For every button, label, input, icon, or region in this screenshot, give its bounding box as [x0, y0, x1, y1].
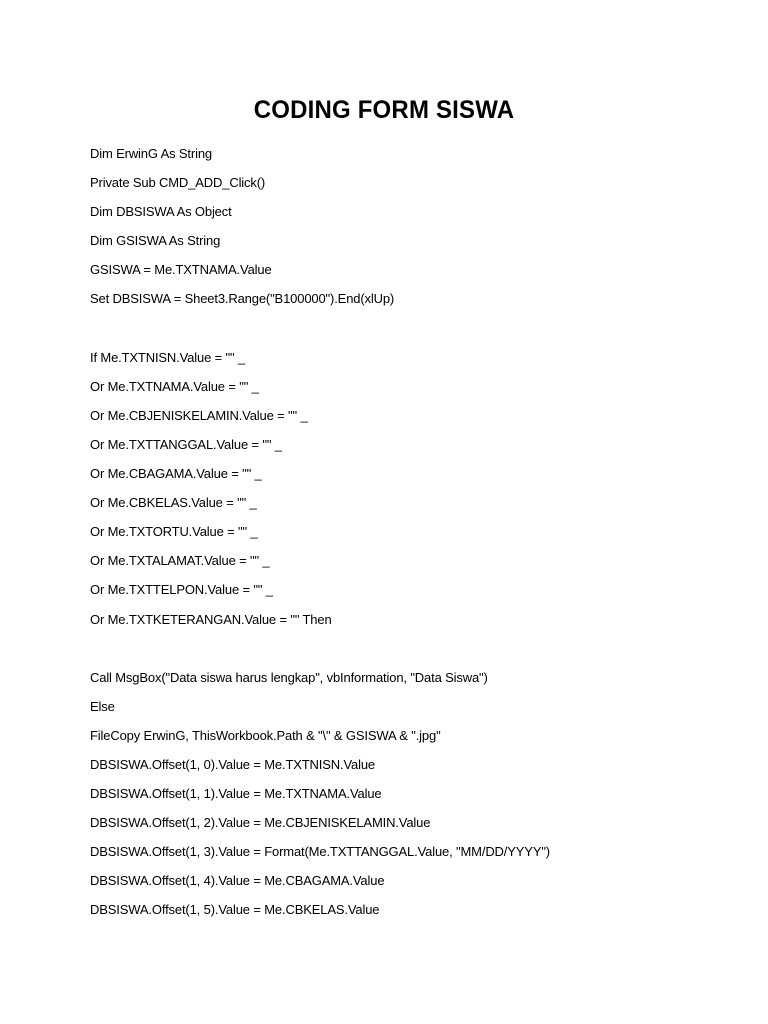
code-line: GSISWA = Me.TXTNAMA.Value [90, 262, 272, 278]
code-line: Or Me.TXTTELPON.Value = "" _ [90, 582, 273, 598]
blank-line [90, 634, 730, 663]
blank-line [90, 314, 730, 343]
code-line: Else [90, 698, 115, 714]
code-block [90, 139, 730, 925]
code-line: If Me.TXTNISN.Value = "" _ [90, 349, 246, 365]
code-line: Or Me.CBKELAS.Value = "" _ [90, 495, 257, 511]
code-line: Set DBSISWA = Sheet3.Range("B100000").End(xlUp) [90, 291, 395, 307]
code-line: Dim DBSISWA As Object [90, 204, 232, 220]
code-line: Or Me.CBJENISKELAMIN.Value = "" _ [90, 407, 308, 423]
code-line: DBSISWA.Offset(1, 0).Value = Me.TXTNISN.Value [90, 756, 376, 772]
code-line: Or Me.TXTALAMAT.Value = "" _ [90, 553, 270, 569]
code-line: DBSISWA.Offset(1, 1).Value = Me.TXTNAMA.Value [90, 786, 382, 802]
document-title: CODING FORM SISWA [253, 96, 515, 124]
code-line: DBSISWA.Offset(1, 5).Value = Me.CBKELAS.Value [90, 902, 380, 918]
code-line: FileCopy ErwinG, ThisWorkbook.Path & "\" & GSISWA & ".jpg" [90, 727, 441, 743]
code-line: Dim GSISWA As String [90, 233, 221, 249]
code-line: Or Me.CBAGAMA.Value = "" _ [90, 466, 262, 482]
code-line: Or Me.TXTORTU.Value = "" _ [90, 524, 258, 540]
code-line: Or Me.TXTKETERANGAN.Value = "" Then [90, 611, 332, 627]
code-line: Or Me.TXTTANGGAL.Value = "" _ [90, 436, 282, 452]
code-line: DBSISWA.Offset(1, 3).Value = Format(Me.TXTTANGGAL.Value, "MM/DD/YYYY") [90, 844, 550, 860]
code-line: DBSISWA.Offset(1, 4).Value = Me.CBAGAMA.Value [90, 873, 385, 889]
code-line: Private Sub CMD_ADD_Click() [90, 175, 266, 191]
code-line: Dim ErwinG As String [90, 146, 212, 161]
code-line: Or Me.TXTNAMA.Value = "" _ [90, 378, 259, 394]
code-line: DBSISWA.Offset(1, 2).Value = Me.CBJENISKELAMIN.Value [90, 815, 431, 831]
code-line: Call MsgBox("Data siswa harus lengkap", vbInformation, "Data Siswa") [90, 669, 488, 685]
